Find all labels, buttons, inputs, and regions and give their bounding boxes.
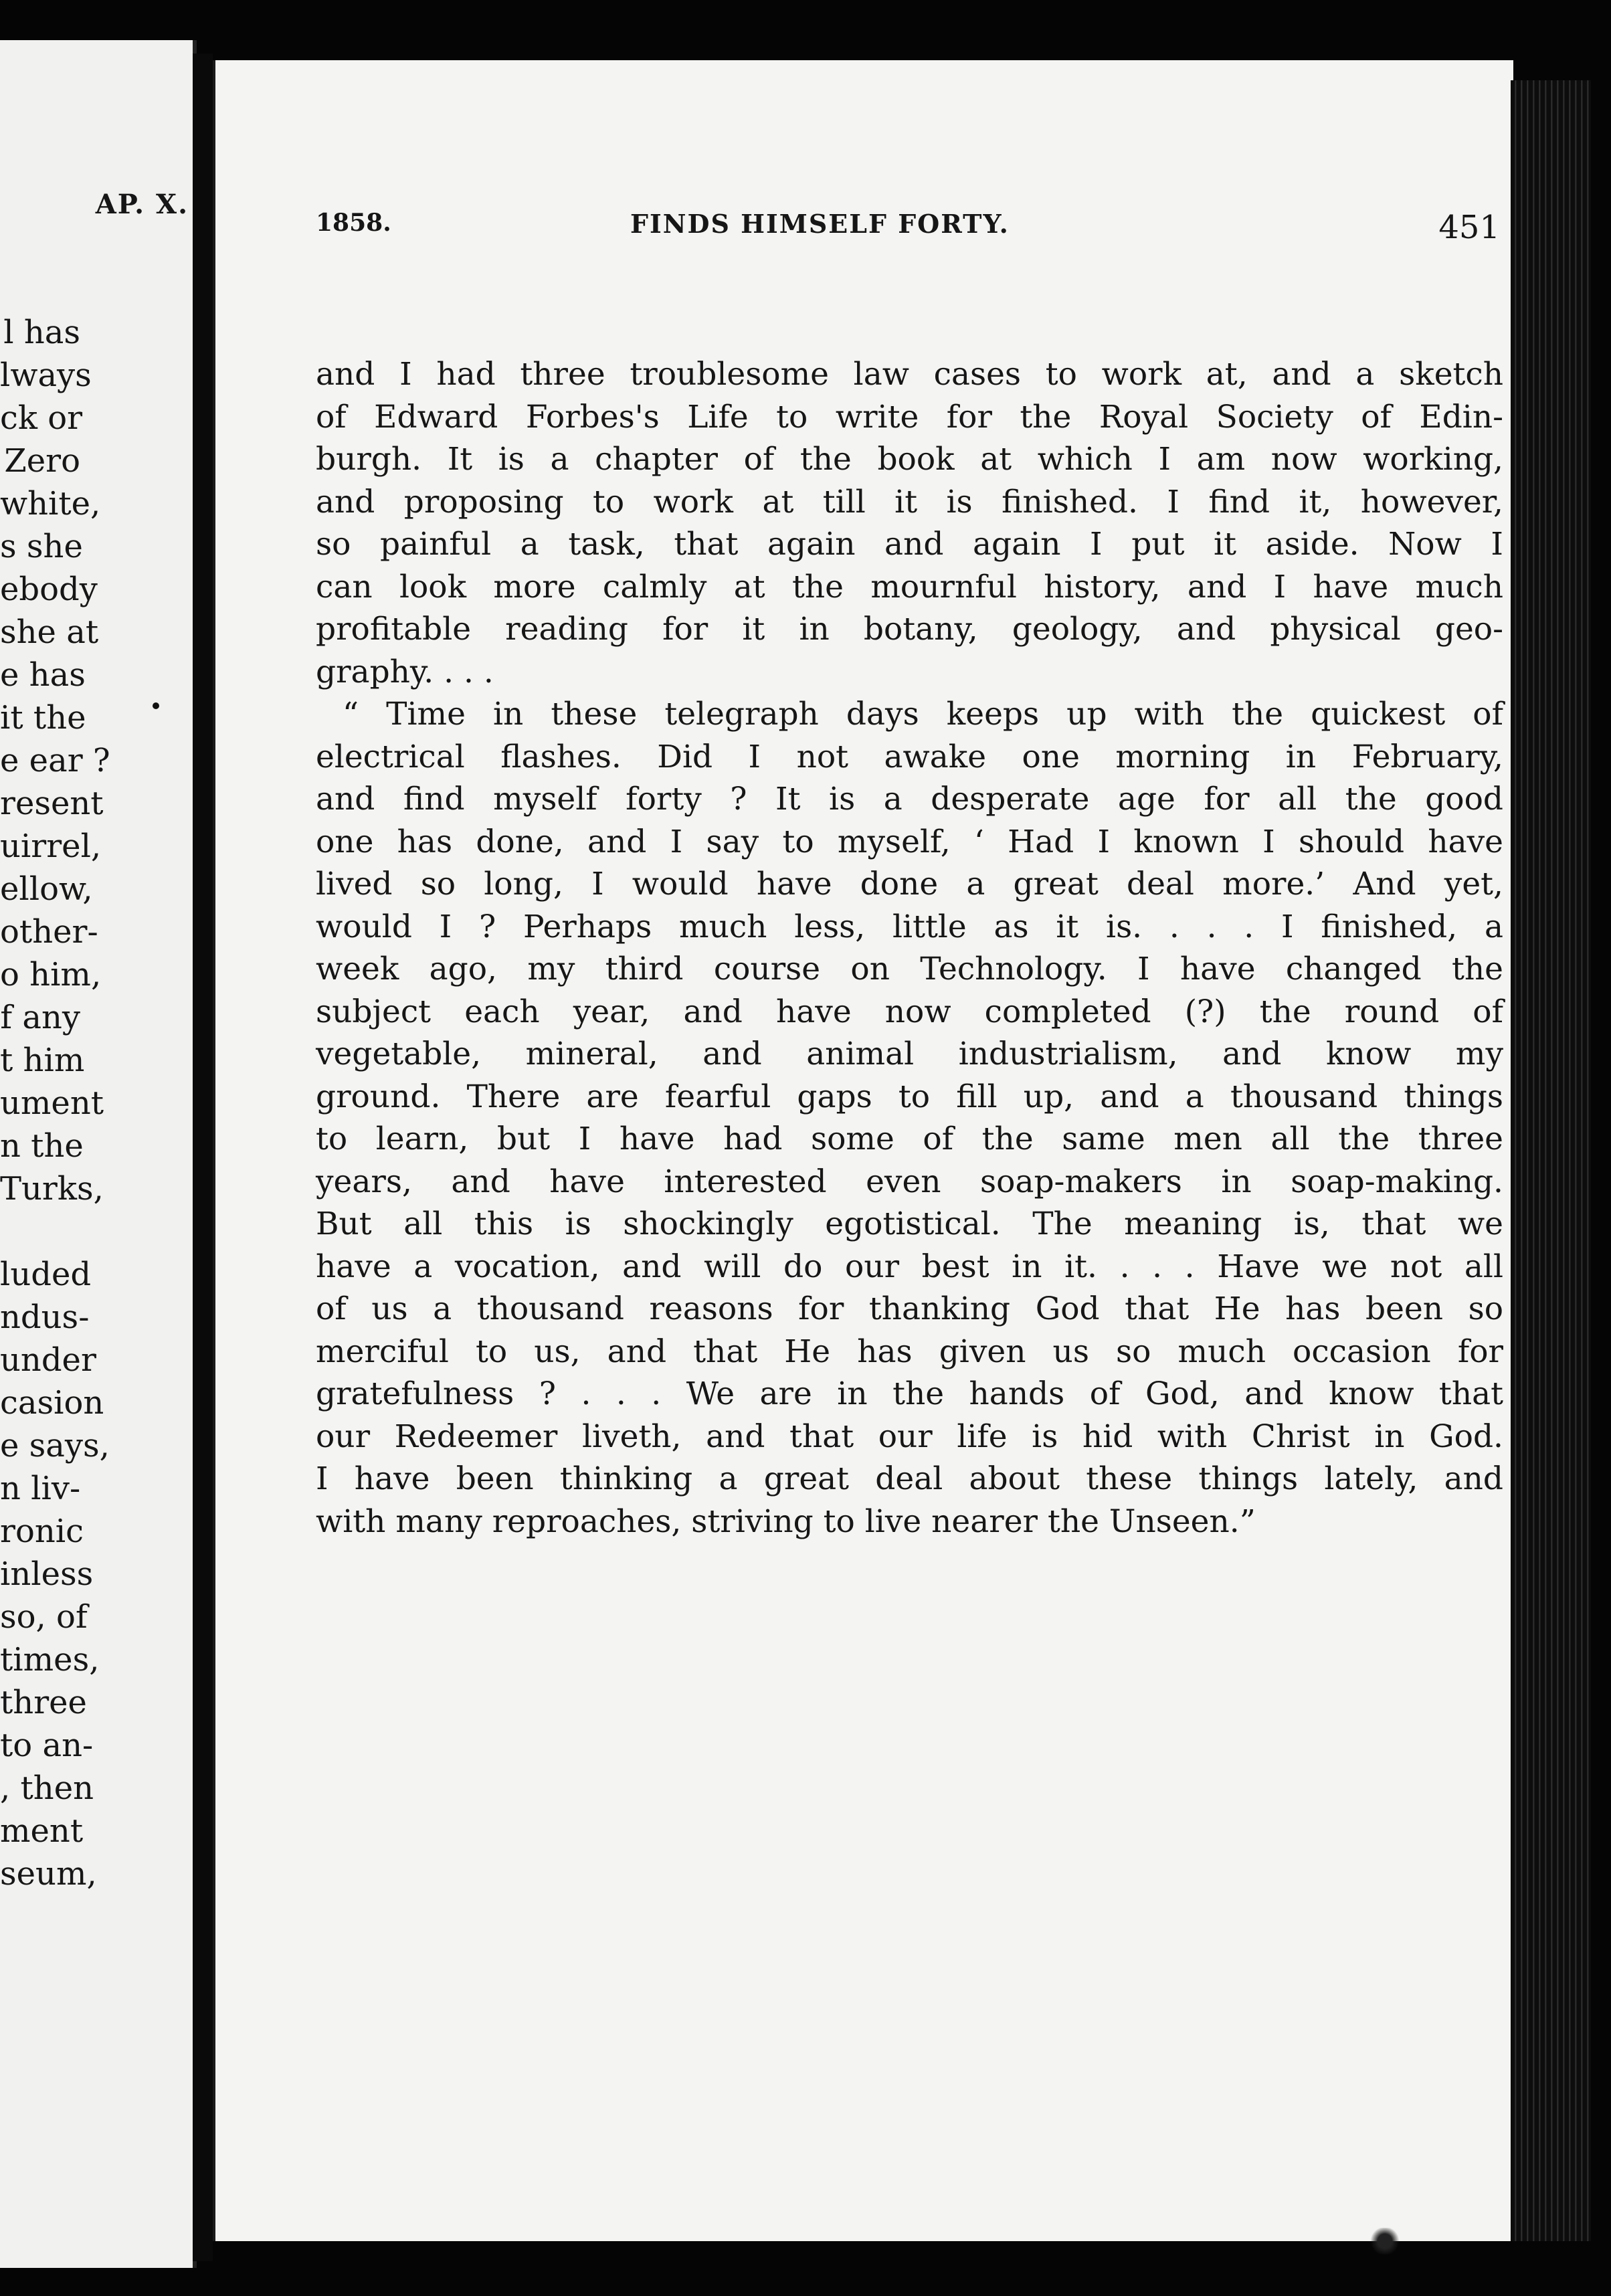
text-line: n the	[0, 1127, 84, 1165]
text-line: ebody	[0, 571, 98, 608]
text-line: inless	[0, 1555, 94, 1593]
text-line: f any	[0, 999, 80, 1036]
book-page	[213, 60, 1513, 2241]
text-line: vegetable, mineral, and animal industrialism, and know my	[316, 1036, 1503, 1072]
text-line: and I had three troublesome law cases to work at, and a sketch	[316, 356, 1503, 393]
text-line: so, of	[0, 1598, 88, 1636]
text-line: with many reproaches, striving to live nearer the Unseen.”	[316, 1503, 1256, 1540]
text-line: of Edward Forbes's Life to write for the Royal Society of Edin-	[316, 398, 1503, 436]
page-edges	[1511, 80, 1591, 2241]
previous-page-text	[0, 311, 110, 1895]
text-line: ground. There are fearful gaps to fill up, and a thousand things	[316, 1078, 1503, 1115]
text-line: would I ? Perhaps much less, little as it is. . . . I finished, a	[316, 908, 1503, 945]
text-line: “ Time in these telegraph days keeps up with the quickest of	[343, 696, 1503, 733]
text-line: ment	[0, 1812, 84, 1850]
previous-page-running-head: AP. X.	[95, 189, 189, 220]
text-line: can look more calmly at the mournful history, and I have much	[316, 568, 1503, 605]
text-line: I have been thinking a great deal about these things lately, and	[316, 1460, 1503, 1497]
running-head-year: 1858.	[316, 209, 391, 237]
text-line: three	[0, 1684, 87, 1721]
text-line: it the	[0, 699, 86, 737]
text-line: l has	[3, 314, 80, 351]
text-line: merciful to us, and that He has given us so much occasion for	[316, 1333, 1503, 1370]
text-line: Turks,	[0, 1170, 104, 1208]
book-gutter	[193, 54, 213, 2261]
text-line: seum,	[0, 1855, 97, 1893]
text-line: electrical flashes. Did I not awake one morning in February,	[316, 738, 1503, 775]
text-line: lived so long, I would have done a great deal more.’ And yet,	[316, 866, 1503, 902]
text-line: e ear ?	[0, 742, 110, 779]
previous-page-fragment	[0, 40, 197, 2268]
text-line: other-	[0, 913, 98, 951]
text-line: ck or	[0, 399, 83, 437]
text-line: lways	[0, 357, 92, 394]
text-line: of us a thousand reasons for thanking God that He has been so	[316, 1290, 1503, 1327]
text-line: graphy. . . .	[316, 653, 494, 690]
text-line: ndus-	[0, 1299, 90, 1336]
text-line: so painful a task, that again and again I put it aside. Now I	[316, 526, 1503, 563]
text-line: casion	[0, 1384, 104, 1422]
text-line: profitable reading for it in botany, geology, and physical geo-	[316, 611, 1503, 648]
ink-dot	[153, 702, 159, 709]
text-line: subject each year, and have now completed (?) the round of	[316, 993, 1503, 1030]
text-line: uirrel,	[0, 828, 102, 865]
text-line: she at	[0, 613, 99, 651]
paragraph-2	[316, 693, 1503, 1543]
text-line: e says,	[0, 1427, 110, 1464]
text-line: years, and have interested even soap-makers in soap-making.	[316, 1163, 1503, 1200]
text-line: resent	[0, 785, 104, 822]
text-line: burgh. It is a chapter of the book at which I am now working,	[316, 441, 1503, 478]
running-head-title: FINDS HIMSELF FORTY.	[630, 209, 1010, 239]
text-line: ronic	[0, 1513, 84, 1550]
text-line: t him	[0, 1042, 85, 1079]
text-line: under	[0, 1341, 96, 1379]
text-line: luded	[0, 1256, 92, 1293]
text-line: ument	[0, 1084, 104, 1122]
text-line: Zero	[4, 442, 80, 480]
text-line: have a vocation, and will do our best in it. . . . Have we not all	[316, 1248, 1503, 1285]
paragraph-1	[316, 353, 1503, 693]
text-line: But all this is shockingly egotistical. The meaning is, that we	[316, 1206, 1503, 1242]
text-line: our Redeemer liveth, and that our life is hid with Christ in God.	[316, 1418, 1503, 1455]
text-line: n liv-	[0, 1470, 81, 1507]
text-line: to learn, but I have had some of the same men all the three	[316, 1121, 1503, 1157]
text-line: white,	[0, 485, 101, 522]
text-line: to an-	[0, 1727, 94, 1764]
text-line: times,	[0, 1641, 100, 1679]
page-number: 451	[1438, 209, 1500, 246]
text-line: and find myself forty ? It is a desperate age for all the good	[316, 781, 1503, 818]
text-line: one has done, and I say to myself, ‘ Had I known I should have	[316, 823, 1503, 860]
text-line: ellow,	[0, 870, 93, 908]
page-body	[316, 353, 1503, 1543]
text-line: week ago, my third course on Technology. I have changed the	[316, 951, 1503, 987]
text-line: and proposing to work at till it is finished. I find it, however,	[316, 483, 1503, 520]
text-line: s she	[0, 528, 83, 565]
text-line: , then	[0, 1769, 94, 1807]
text-line	[0, 1210, 80, 1253]
scan-speck	[1365, 2228, 1405, 2255]
text-line: e has	[0, 656, 86, 694]
text-line: gratefulness ? . . . We are in the hands of God, and know that	[316, 1375, 1503, 1412]
running-head	[316, 209, 1500, 256]
text-line: o him,	[0, 956, 102, 993]
